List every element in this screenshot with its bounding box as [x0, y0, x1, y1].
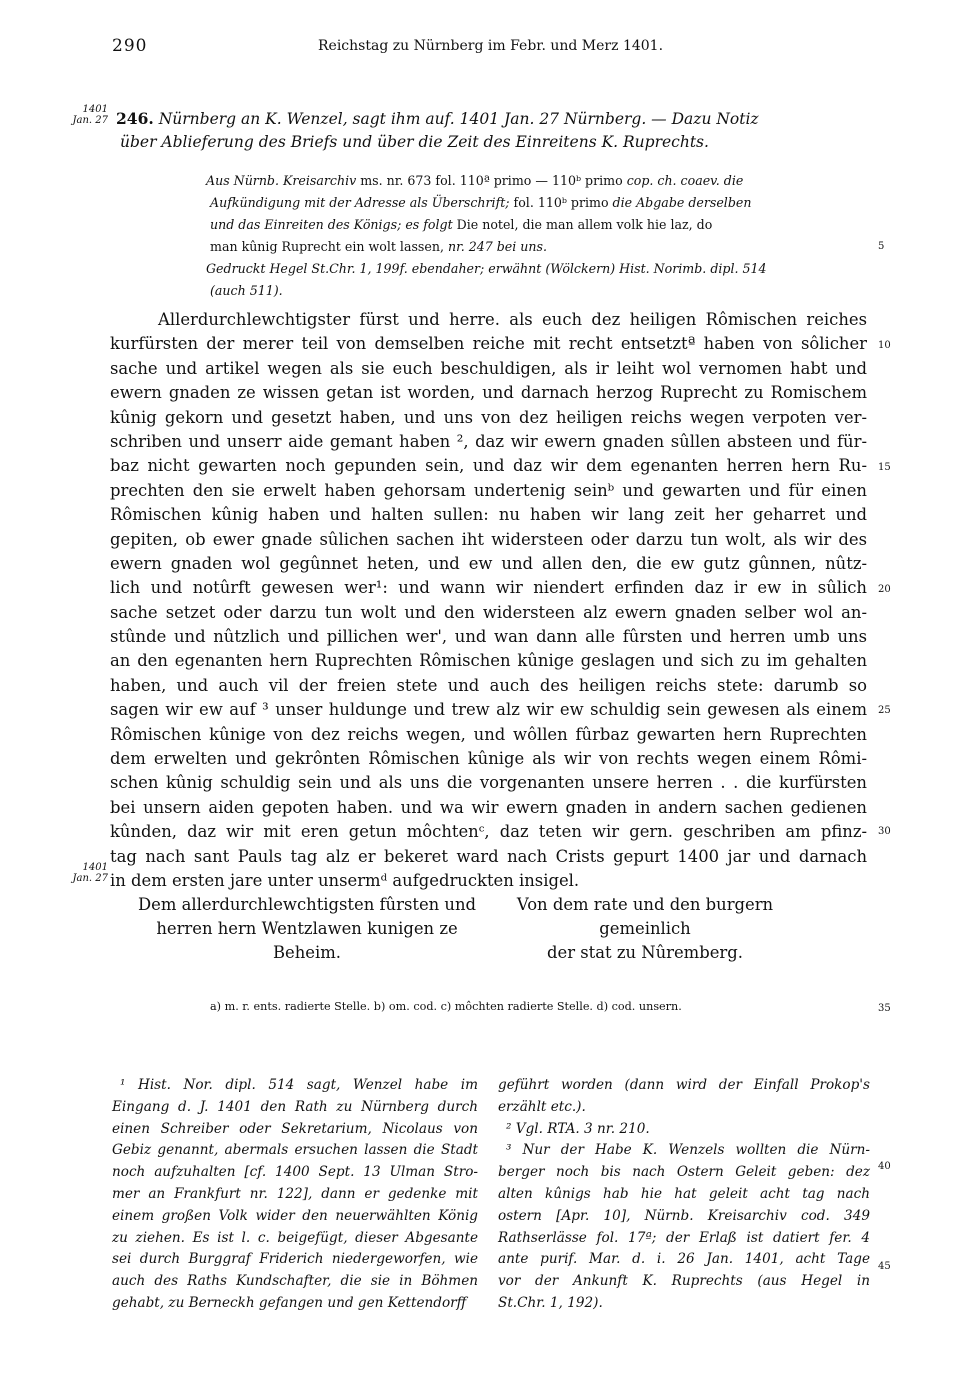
footnote-line: vor der Ankunft K. Ruprechts (aus Hegel in [498, 1273, 870, 1290]
footnote-line: ante purif. Mar. d. i. 26 Jan. 1401, acht Tage [498, 1251, 870, 1268]
entry-title-line2: über Ablieferung des Briefs und über die Zeit des Einreitens K. Ruprechts. [120, 133, 709, 151]
footnote-line: ostern [Apr. 10], Nürnb. Kreisarchiv cod. 349 [498, 1207, 870, 1224]
footnote-line: noch aufzuhalten [cf. 1400 Sept. 13 Ulman Stro- [112, 1164, 478, 1181]
text-line: stûnde und nûtzlich und pillichen wer', und wan dann alle fûrsten und herren umb uns [110, 627, 867, 647]
source-shelfmark: fol. 110ᵇ primo [509, 195, 613, 210]
text-line: in dem ersten jare unter unsermᵈ aufgedruckten insigel. [110, 870, 580, 890]
footnote-line: ³ Nur der Habe K. Wenzels wollten die Nürn- [506, 1142, 870, 1159]
source-note: Aufkündigung mit der Adresse als Überschrift; [210, 195, 510, 210]
footnote-line: mer an Frankfurt nr. 122], dann er gedenke mit [112, 1185, 478, 1202]
source-quote: man kûnig Ruprecht ein wolt lassen, [210, 239, 448, 254]
entry-number: 246. [116, 109, 154, 128]
line-number: 25 [878, 705, 891, 716]
source-quote: Die notel, die man allem volk hie laz, do [452, 217, 713, 232]
footnote-line: ¹ Hist. Nor. dipl. 514 sagt, Wenzel habe im [120, 1077, 478, 1093]
text-line: haben, und auch vil der freien stete und auch des heiligen reichs stete: darumb so [110, 675, 867, 695]
text-line: ewern gnaden ze wissen getan ist worden, und darnach herzog Ruprecht zu Romischem [110, 383, 867, 403]
margin-date-bottom [56, 862, 108, 884]
text-line: gepiten, ob ewer gnade sûlichen sachen iht widersteen oder darzu tun wolt, als wir des [110, 529, 867, 549]
address-line: Von dem rate und den burgern gemeinlich [516, 895, 774, 938]
footnote-line: Gebiz genannt, abermals ersuchen lassen die Stadt [112, 1142, 478, 1159]
margin-year: 1401 [82, 862, 108, 873]
address-sender [490, 893, 800, 965]
margin-date-top [56, 104, 108, 126]
source-shelfmark: ms. nr. 673 fol. 110ª primo — 110ᵇ primo [356, 173, 627, 188]
line-number: 35 [878, 1003, 891, 1014]
source-note: und das Einreiten des Königs; es folgt [210, 217, 453, 232]
page-number: 290 [112, 36, 148, 56]
text-line: ewern gnaden wol gegûnnet heten, und ew und allen den, die ew gutz gûnnen, nûtz- [110, 553, 867, 573]
text-line: sache und artikel wegen als sie euch beschuldigen, als ir leiht wol vernomen habt und [110, 358, 867, 378]
source-apparatus [206, 170, 870, 302]
line-number: 5 [878, 241, 885, 252]
footnote-line: geführt worden (dann wird der Einfall Prokop's [498, 1077, 870, 1093]
source-print-reference: Gedruckt Hegel St.Chr. 1, 199f. ebendaher; erwähnt (Wölckern) Hist. Norimb. dipl. 514 [206, 261, 767, 276]
footnote-line: sei durch Burggraf Friderich niedergeworfen, wie [112, 1251, 478, 1268]
text-line: sagen wir ew auf ³ unser huldunge und trew alz wir ew schuldig sein gewesen als einem [110, 700, 867, 720]
running-title: Reichstag zu Nürnberg im Febr. und Merz 1401. [318, 38, 664, 54]
entry-title-line1: Nürnberg an K. Wenzel, sagt ihm auf. 1401 Jan. 27 Nürnberg. — Dazu Notiz [158, 110, 759, 128]
text-line: an den egenanten hern Ruprechten Rômischen kûnige geslagen und sich zu im gehalten [110, 651, 867, 671]
margin-day: Jan. 27 [72, 873, 108, 884]
footnote-line: auch des Raths Kundschafter, die sie in Böhmen [112, 1273, 478, 1290]
text-line: kûnden, daz wir mit eren getun môchtenᶜ, daz teten wir gern. geschriben am pfinz- [110, 822, 867, 842]
text-line: kûnig gekorn und gesetzt haben, und uns von dez heiligen reichs wegen verpoten ver- [110, 407, 867, 427]
critical-apparatus: a) m. r. ents. radierte Stelle. b) om. cod. c) môchten radierte Stelle. d) cod. unsern. [210, 1000, 682, 1013]
source-line [206, 214, 870, 236]
footnote-line: zu ziehen. Es ist l. c. beigefügt, dieser Abgesante [112, 1229, 478, 1246]
text-line: lich und notûrft gewesen wer¹: und wann wir niendert erfinden daz ir ew in sûlich [110, 578, 867, 598]
text-line: tag nach sant Pauls tag alz er bekeret ward nach Crists gepurt 1400 jar und darnach [110, 846, 867, 866]
text-line: prechten den sie erwelt haben gehorsam undertenig seinᵇ und gewarten und für einen [110, 480, 867, 500]
line-number: 40 [878, 1161, 891, 1172]
footnote-line: gehabt, zu Berneckh gefangen und gen Kettendorff [112, 1294, 467, 1311]
text-line: kurfürsten der merer teil von demselben reiche mit recht entsetztª haben von sôlicher [110, 334, 867, 354]
source-print-reference-cont: (auch 511). [210, 283, 283, 298]
footnote-line: einem großen Volk wider den neuerwählten König [112, 1207, 478, 1224]
text-line: schriben und unserr aide gemant haben ², daz wir ewern gnaden sûllen absteen und für- [110, 431, 867, 451]
footnote-line: alten kûnigs hab hie hat geleit acht tag nach [498, 1185, 870, 1202]
line-number: 45 [878, 1261, 891, 1272]
text-line: sache setzet oder darzu tun wolt und den widersteen alz ewern gnaden selber wol an- [110, 602, 867, 622]
footnote-line: St.Chr. 1, 192). [498, 1294, 603, 1311]
source-note: cop. ch. coaev. die [626, 173, 744, 188]
text-line: dem erwelten und gekrônten Rômischen kûnige als wir von rechts wegen einem Rômi- [110, 749, 867, 769]
line-number: 20 [878, 584, 891, 595]
text-line: baz nicht gewarten noch gepunden sein, und daz wir dem egenanten herren hern Ru- [110, 456, 867, 476]
footnote-line: einen Schreiber oder Sekretarium, Nicolaus von [112, 1120, 478, 1137]
footnote-line: Eingang d. J. 1401 den Rath zu Nürnberg durch [112, 1098, 478, 1115]
text-line: Rômischen kûnig haben und halten sullen: nu haben wir lang zeit her geharret und [110, 505, 867, 525]
main-text [110, 308, 867, 893]
margin-day: Jan. 27 [72, 115, 108, 126]
footnote-line: erzählt etc.). [498, 1098, 586, 1115]
text-line: Rômischen kûnige von dez reichs wegen, und wôllen fûrbaz gewarten hern Ruprechten [110, 724, 867, 744]
line-number: 30 [878, 826, 891, 837]
source-note: die Abgabe derselben [612, 195, 752, 210]
text-line: bei unsern aiden gepoten haben. und wa wir ewern gnaden in andern sachen gedienen [110, 797, 867, 817]
line-number: 15 [878, 462, 891, 473]
source-line [206, 170, 870, 192]
address-line: herren hern Wentzlawen kunigen ze Beheim. [156, 919, 458, 962]
address-recipient [132, 893, 482, 965]
footnotes-right-column [498, 1075, 870, 1315]
text-line: Allerdurchlewchtigster fürst und herre. als euch dez heiligen Rômischen reiches [158, 310, 867, 329]
footnote-line: ² Vgl. RTA. 3 nr. 210. [506, 1120, 650, 1137]
address-line: der stat zu Nûremberg. [547, 943, 743, 962]
address-line: Dem allerdurchlewchtigsten fûrsten und [137, 895, 477, 914]
margin-year: 1401 [82, 104, 108, 115]
line-number: 10 [878, 340, 891, 351]
footnote-line: Rathserlässe fol. 17ª; der Erlaß ist datiert fer. 4 [498, 1229, 870, 1246]
source-note: nr. 247 bei uns. [447, 239, 547, 254]
source-line [206, 236, 870, 258]
source-line [206, 192, 870, 214]
footnotes-left-column [112, 1075, 478, 1315]
entry-heading [116, 107, 874, 154]
footnote-line: berger noch bis nach Ostern Geleit geben: dez [498, 1164, 870, 1181]
source-archive: Aus Nürnb. Kreisarchiv [206, 173, 357, 188]
text-line: schen kûnig schuldig sein und als uns die vorgenanten unsere herren . . die kurfürsten [110, 773, 867, 793]
